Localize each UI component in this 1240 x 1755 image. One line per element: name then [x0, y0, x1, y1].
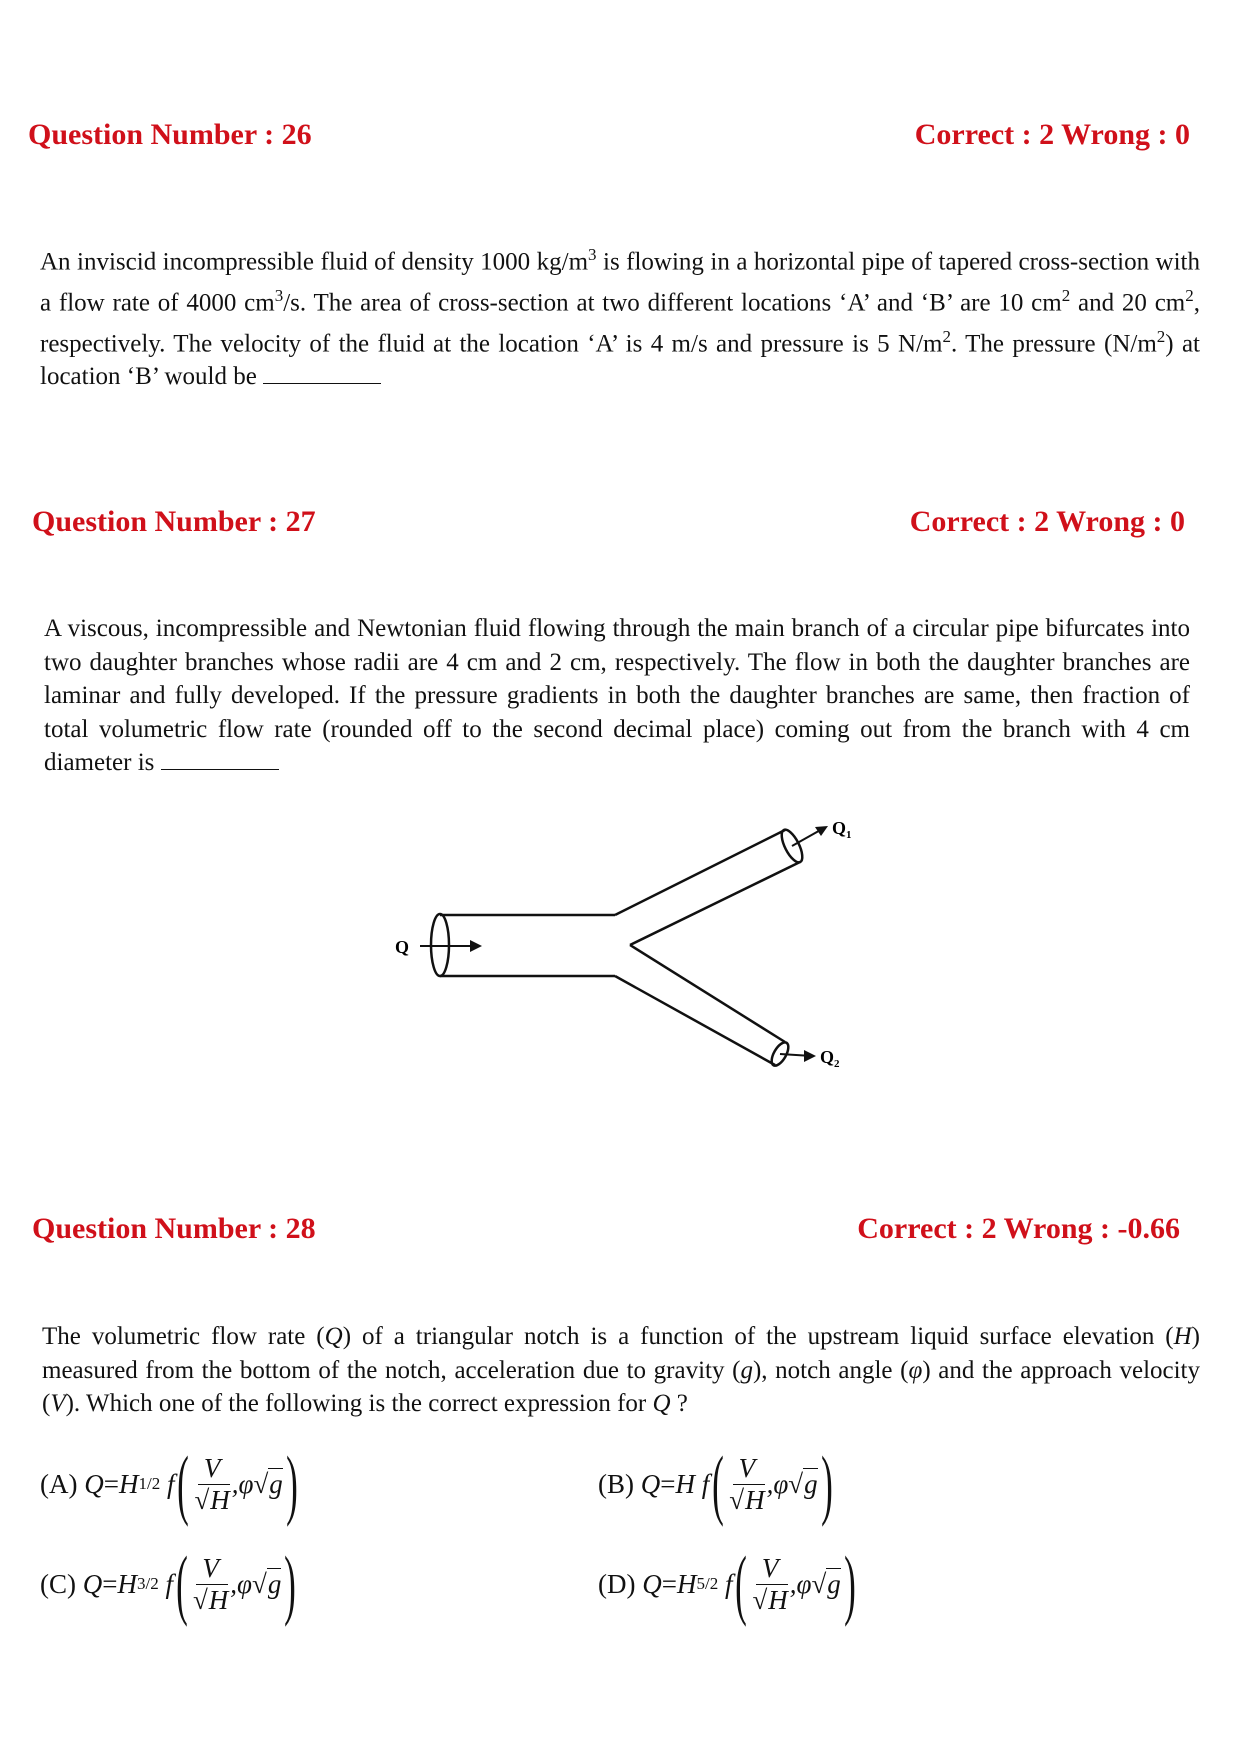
- fraction: [193, 1553, 228, 1616]
- equals: =: [103, 1468, 119, 1499]
- option-a: [40, 1440, 301, 1527]
- question-28-number: Question Number : 28: [32, 1212, 316, 1245]
- exponent: 3/2: [136, 1574, 159, 1593]
- inlet-label: Q: [395, 937, 410, 957]
- question-28-text: The volumetric flow rate (Q) of a triangular notch is a function of the upstream liquid surface elevation (H) measured from the bottom of the notch, acceleration due to gravity (g), notch angle (φ) and the approach velocity (V). Which one of the following is the correct expression for Q ?: [42, 1323, 1200, 1417]
- outlet2-label: $Q_2$: [820, 1047, 840, 1070]
- equals: =: [660, 1468, 676, 1499]
- numerator: V: [196, 1553, 225, 1585]
- formula-h: H: [117, 1568, 137, 1599]
- right-paren: ): [820, 1440, 833, 1527]
- sqrt-g: √g: [811, 1568, 841, 1599]
- option-label: (B): [598, 1468, 634, 1499]
- formula-lhs: Q: [640, 1468, 661, 1499]
- equals: =: [102, 1568, 118, 1599]
- phi-term: ,φ: [231, 1468, 254, 1499]
- denominator: √H: [194, 1484, 230, 1515]
- formula-h: H: [118, 1468, 139, 1499]
- sqrt-g: √g: [788, 1468, 818, 1499]
- phi-term: ,φ: [230, 1568, 252, 1599]
- fraction: [194, 1453, 229, 1516]
- formula-h: H: [675, 1468, 695, 1499]
- exponent: 5/2: [696, 1574, 719, 1593]
- question-26-number: Question Number : 26: [28, 118, 312, 151]
- question-27-marks: Correct : 2 Wrong : 0: [909, 505, 1185, 538]
- question-26-text: An inviscid incompressible fluid of density 1000 $kg/m^3$ is flowing in a horizontal pipe of tapered cross-section with a flow rate of 4000 $cm^3/s$. The area of cross-section at two different locations ‘A’ and ‘B’ are 10 $cm^2$ and 20 $cm^2$, respectively. The velocity of the fluid at the location ‘A’ is 4 m/s and pressure is 5 $N/m^2$. The pressure $(N/m^2)$ at location ‘B’ would be: [40, 245, 1201, 391]
- numerator: V: [756, 1553, 785, 1585]
- left-paren: (: [712, 1440, 725, 1527]
- formula-lhs: Q: [82, 1568, 103, 1599]
- option-label: (C): [40, 1568, 76, 1599]
- answer-blank: [161, 751, 279, 770]
- bifurcating-pipe-diagram: [380, 800, 880, 1080]
- sqrt-g: √g: [251, 1568, 282, 1599]
- fraction: [752, 1553, 787, 1616]
- option-d: [598, 1540, 859, 1627]
- numerator: V: [198, 1453, 227, 1485]
- numerator: V: [733, 1453, 762, 1485]
- question-27-number: Question Number : 27: [32, 505, 316, 538]
- right-paren: ): [285, 1440, 298, 1527]
- option-label: (D): [598, 1568, 636, 1599]
- formula-h: H: [676, 1568, 697, 1599]
- fraction: [729, 1453, 764, 1516]
- right-paren: ): [284, 1540, 297, 1627]
- left-paren: (: [735, 1540, 748, 1627]
- left-paren: (: [177, 1440, 190, 1527]
- outlet1-label: $Q_1$: [832, 818, 852, 841]
- option-label: (A): [40, 1468, 78, 1499]
- formula-lhs: Q: [84, 1468, 104, 1499]
- denominator: √H: [752, 1584, 788, 1615]
- function-f: f: [724, 1568, 733, 1599]
- exponent: 1/2: [138, 1474, 161, 1493]
- answer-blank: [263, 365, 381, 384]
- function-f: f: [166, 1468, 175, 1499]
- function-f: f: [701, 1468, 710, 1499]
- right-paren: ): [843, 1540, 856, 1627]
- question-27-text: A viscous, incompressible and Newtonian fluid flowing through the main branch of a circular pipe bifurcates into two daughter branches whose radii are 4 cm and 2 cm, respectively. The flow in both the daughter branches are laminar and fully developed. If the pressure gradients in both the daughter branches are same, then fraction of total volumetric flow rate (rounded off to the second decimal place) coming out from the branch with 4 cm diameter is: [44, 615, 1190, 776]
- option-c: [40, 1540, 299, 1627]
- question-28-marks: Correct : 2 Wrong : -0.66: [857, 1212, 1180, 1245]
- question-26-marks: Correct : 2 Wrong : 0: [914, 118, 1190, 151]
- denominator: √H: [192, 1584, 229, 1615]
- option-b: [598, 1440, 836, 1527]
- equals: =: [661, 1568, 677, 1599]
- function-f: f: [165, 1568, 173, 1599]
- denominator: √H: [729, 1484, 765, 1515]
- phi-term: ,φ: [766, 1468, 789, 1499]
- phi-term: ,φ: [789, 1568, 812, 1599]
- left-paren: (: [176, 1540, 188, 1627]
- formula-lhs: Q: [642, 1568, 662, 1599]
- sqrt-g: √g: [253, 1468, 283, 1499]
